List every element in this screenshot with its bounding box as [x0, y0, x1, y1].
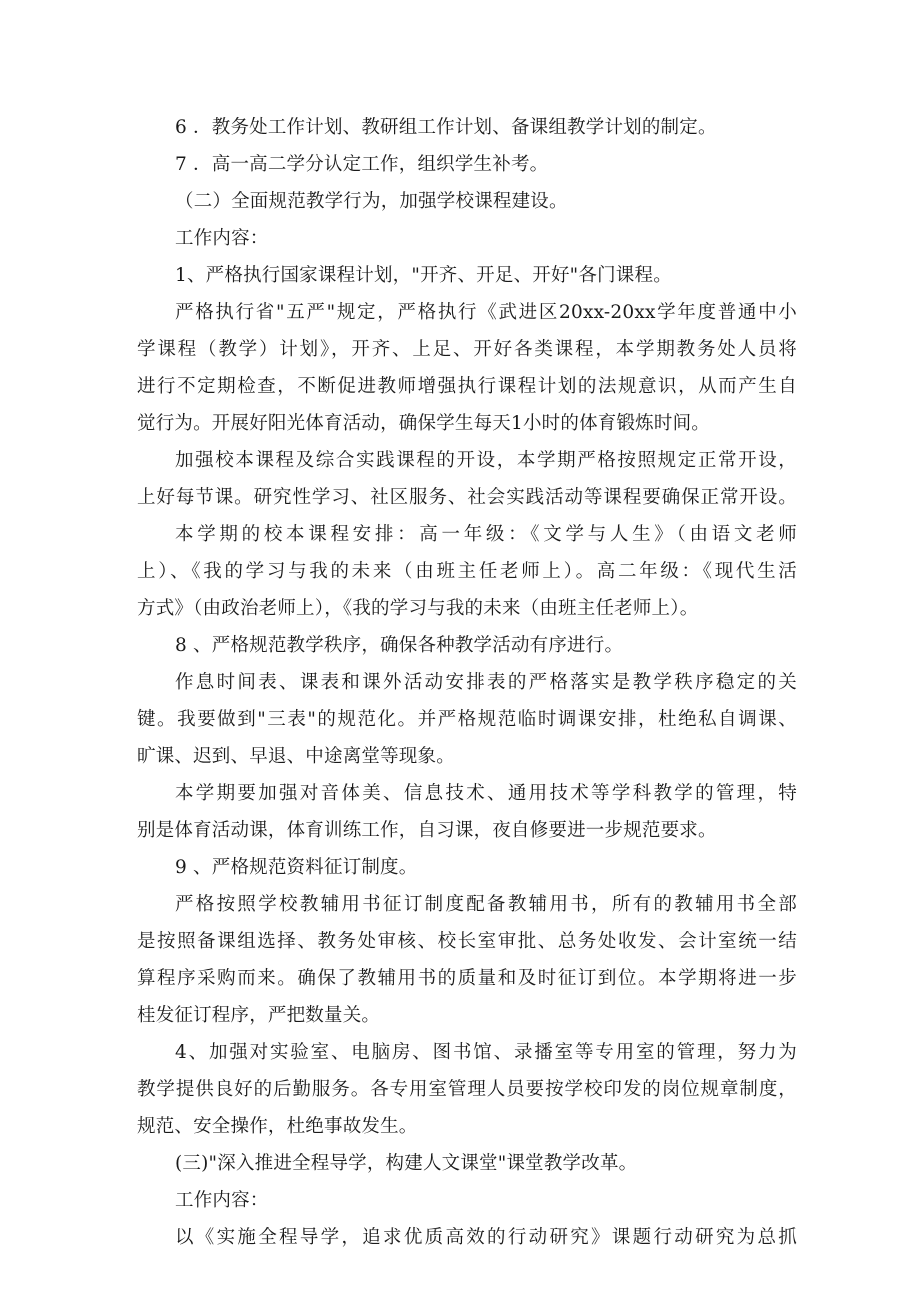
line-gap [137, 661, 797, 669]
text-line: 键。我要做到"三表"的规范化。并严格规范临时调课安排，杜绝私自调课、 [137, 709, 797, 730]
line-gap [137, 365, 797, 373]
text-line: 以《实施全程导学，追求优质高效的行动研究》课题行动研究为总抓 [175, 1227, 797, 1248]
text-line: 工作内容： [175, 228, 269, 249]
text-line: 规范、安全操作，杜绝事故发生。 [137, 1116, 418, 1137]
line-gap [137, 1068, 797, 1076]
text-line: 加强校本课程及综合实践课程的开设，本学期严格按照规定正常开设， [175, 450, 797, 471]
line-gap [137, 439, 797, 447]
line-gap [137, 698, 797, 706]
line-gap [137, 809, 797, 817]
text-line: 严格按照学校教辅用书征订制度配备教辅用书，所有的教辅用书全部 [175, 894, 797, 915]
text-line: 旷课、迟到、早退、中途离堂等现象。 [137, 746, 455, 767]
line-gap [137, 957, 797, 965]
line-gap [137, 920, 797, 928]
line-gap [137, 402, 797, 410]
line-gap [137, 476, 797, 484]
line-gap [137, 846, 797, 854]
text-line: 算程序采购而来。确保了教辅用书的质量和及时征订到位。本学期将进一步 [137, 968, 797, 989]
line-gap [137, 1031, 797, 1039]
text-line: 本学期要加强对音体美、信息技术、通用技术等学科教学的管理，特 [175, 783, 797, 804]
text-line: 桂发征订程序，严把数量关。 [137, 1005, 381, 1026]
text-line: 1、严格执行国家课程计划，"开齐、开足、开好"各门课程。 [175, 265, 672, 286]
line-gap [137, 254, 797, 262]
line-gap [137, 1216, 797, 1224]
text-line: 6 ．教务处工作计划、教研组工作计划、备课组教学计划的制定。 [175, 117, 717, 138]
text-line: 学课程（教学）计划》，开齐、上足、开好各类课程，本学期教务处人员将 [137, 339, 797, 360]
document-body [137, 113, 797, 1253]
line-gap [137, 328, 797, 336]
text-line: 工作内容： [175, 1190, 269, 1211]
text-line: 本学期的校本课程安排：高一年级：《文学与人生》（由语文老师 [175, 524, 797, 545]
text-line: 进行不定期检查，不断促进教师增强执行课程计划的法规意识，从而产生自 [137, 376, 797, 397]
text-line: 严格执行省"五严"规定，严格执行《武进区20xx-20xx学年度普通中小 [175, 302, 797, 323]
line-gap [137, 994, 797, 1002]
text-line: 7 ．高一高二学分认定工作，组织学生补考。 [175, 154, 549, 175]
text-line: 上好每节课。研究性学习、社区服务、社会实践活动等课程要确保正常开设。 [137, 487, 797, 508]
text-line: 别是体育活动课，体育训练工作，自习课，夜自修要进一步规范要求。 [137, 820, 717, 841]
line-gap [137, 1142, 797, 1150]
line-gap [137, 143, 797, 151]
text-line: 方式》（由政治老师上），《我的学习与我的未来（由班主任老师上）。 [137, 598, 699, 619]
line-gap [137, 1179, 797, 1187]
line-gap [137, 1105, 797, 1113]
text-line: 是按照备课组选择、教务处审核、校长室审批、总务处收发、会计室统一结 [137, 931, 797, 952]
text-line: 4、加强对实验室、电脑房、图书馆、录播室等专用室的管理，努力为 [175, 1042, 797, 1063]
text-line: 作息时间表、课表和课外活动安排表的严格落实是教学秩序稳定的关 [175, 672, 797, 693]
line-gap [137, 217, 797, 225]
text-line: (三)"深入推进全程导学，构建人文课堂"课堂教学改革。 [175, 1153, 638, 1174]
text-line: 9 、严格规范资料征订制度。 [175, 857, 418, 878]
line-gap [137, 772, 797, 780]
line-gap [137, 587, 797, 595]
line-gap [137, 735, 797, 743]
text-line: 8 、严格规范教学秩序，确保各种教学活动有序进行。 [175, 635, 624, 656]
line-gap [137, 883, 797, 891]
text-line: 上）、《我的学习与我的未来（由班主任老师上）。高二年级：《现代生活 [137, 561, 797, 582]
line-gap [137, 550, 797, 558]
text-line: 觉行为。开展好阳光体育活动，确保学生每天1小时的体育锻炼时间。 [137, 413, 710, 434]
line-gap [137, 513, 797, 521]
line-gap [137, 624, 797, 632]
line-gap [137, 180, 797, 188]
text-line: （二）全面规范教学行为，加强学校课程建设。 [175, 191, 568, 212]
text-line: 教学提供良好的后勤服务。各专用室管理人员要按学校印发的岗位规章制度， [137, 1079, 797, 1100]
line-gap [137, 291, 797, 299]
